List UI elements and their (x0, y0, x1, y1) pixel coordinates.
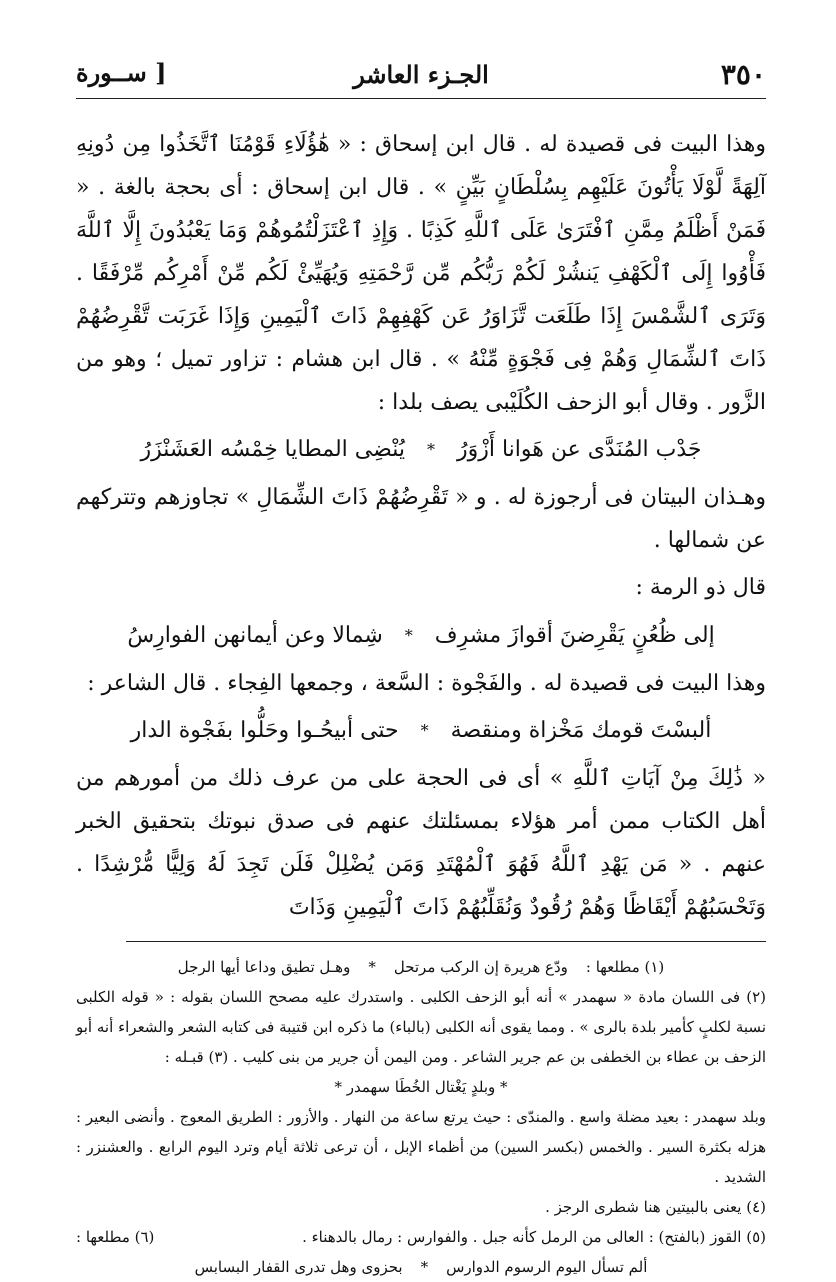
verse-3-second-hemistich: حتى أبيحُـوا وحَلُّوا بفَجْوة الدار (130, 718, 399, 743)
footnote-3-verse (76, 1072, 766, 1102)
footnote-3-glossary: وبلد سهمدر : بعيد مضلة واسع . والمندّى : حيث يرتع ساعة من النهار . والأزور : الطريق المعوج . وأنضى البعير : هزله بكثرة السير . والخمس (بكسر السين) من أظماء الإبل ، أن ترعى ثلاثة أيام وترد اليوم الرابع . والعشنزر : الشديد . (76, 1108, 766, 1186)
verse-2-first-hemistich: إلى ظُعُنٍ يَقْرِضنَ أقوازَ مشرِف (434, 623, 715, 648)
footnote-1 (76, 952, 766, 982)
paragraph-4: « ذَٰلِكَ مِنْ آيَاتِ ٱللَّهِ » أى فى الحجة على من عرف ذلك من أمورهم من أهل الكتاب ممن أمر هؤلاء بمسئلتك عنهم فى صدق نبوتك بتحقيق الخبر عنهم . « مَن يَهْدِ ٱللَّهُ فَهُوَ ٱلْمُهْتَدِ وَمَن يُضْلِلْ فَلَن تَجِدَ لَهُ وَلِيًّا مُّرْشِدًا . وَتَحْسَبُهُمْ أَيْقَاظًا وَهُمْ رُقُودٌ وَنُقَلِّبُهُمْ ذَاتَ ٱلْيَمِينِ وَذَاتَ (76, 766, 766, 920)
page-header (76, 52, 766, 99)
footnote-5-6-line (76, 1222, 766, 1252)
verse-1-first-hemistich: جَدْب المُنَدَّى عن هَوانا أَزْوَرُ (456, 437, 702, 462)
verse-1-second-hemistich: يُنْضِى المطايا خِمْسُه العَشَنْزَرُ (140, 437, 405, 462)
footnote-6-label: (٦) مطلعها : (76, 1228, 155, 1246)
paragraph-1: وهذا البيت فى قصيدة له . قال ابن إسحاق : « هَٰؤُلَاءِ قَوْمُنَا ٱتَّخَذُوا مِن دُونِهِ آلِهَةً لَّوْلَا يَأْتُونَ عَلَيْهِم بِسُلْطَانٍ بَيِّنٍ » . قال ابن إسحاق : أى بحجة بالغة . « فَمَنْ أَظْلَمُ مِمَّنِ ٱفْتَرَىٰ عَلَى ٱللَّهِ كَذِبًا . وَإِذِ ٱعْتَزَلْتُمُوهُمْ وَمَا يَعْبُدُونَ إِلَّا ٱللَّهَ فَأْوُوا إِلَى ٱلْكَهْفِ يَنشُرْ لَكُمْ رَبُّكُم مِّن رَّحْمَتِهِ وَيُهَيِّئْ لَكُم مِّنْ أَمْرِكُم مِّرْفَقًا . وَتَرَى ٱلشَّمْسَ إِذَا طَلَعَت تَّزَاوَرُ عَن كَهْفِهِمْ ذَاتَ ٱلْيَمِينِ وَإِذَا غَرَبَت تَّقْرِضُهُمْ ذَاتَ ٱلشِّمَالِ وَهُمْ فِى فَجْوَةٍ مِّنْهُ » . قال ابن هشام : تزاور تميل ؛ وهو من الزَّور . وقال أبو الزحف الكُلَيْبى يصف بلدا : (76, 132, 766, 415)
verse-2 (76, 614, 766, 658)
verse-1 (76, 428, 766, 472)
footnote-3-verse-text: * وبلدٍ يَغْتال الخُطَا سهمدر * (334, 1078, 508, 1096)
running-title: الجـزء العاشر (353, 60, 489, 89)
footnote-6-separator: * (420, 1258, 429, 1276)
footnote-1-second-hemistich: وهـل تطيق وداعا أيها الرجل (177, 958, 351, 976)
main-text (76, 123, 766, 929)
verse-3-separator: * (420, 721, 429, 740)
paragraph-3: وهذا البيت فى قصيدة له . والفَجْوة : السَّعة ، وجمعها الفِجاء . قال الشاعر : (87, 671, 766, 696)
page-number: ٣٥٠ (720, 58, 766, 91)
footnote-6-first-hemistich: ألم تسأل اليوم الرسوم الدوارس (446, 1258, 648, 1276)
footnote-1-first-hemistich: ودّع هريرة إن الركب مرتحل (393, 958, 568, 976)
footnote-divider (126, 941, 766, 942)
poet-heading: قال ذو الرمة : (635, 575, 766, 600)
paragraph-2: وهـذان البيتان فى أرجوزة له . و « تَقْرِضُهُمْ ذَاتَ الشِّمَالِ » تجاوزهم وتتركهم عن شمالها . (76, 485, 766, 553)
footnote-2: (٢) فى اللسان مادة « سهمدر » أنه أبو الزحف الكلبى . واستدرك عليه مصحح اللسان بقوله : « قوله الكلبى نسبة لكلبٍ كأمير بلدة بالرى » . ومما يقوى أنه الكلبى (بالباء) ما ذكره ابن قتيبة فى كتابه الشعر والشعراء أنه أبو الزحف بن عطاء بن الخطفى بن عم جرير الشاعر . ومن اليمن أن جرير من بنى كليب . (٣) قبـله : (76, 988, 766, 1066)
footnote-4: (٤) يعنى بالبيتين هنا شطرى الرجز . (545, 1198, 766, 1216)
footnote-6-second-hemistich: بحزوى وهل تدرى القفار البسابس (194, 1258, 403, 1276)
verse-1-separator: * (426, 440, 435, 459)
verse-2-second-hemistich: شِمالا وعن أيمانهن الفوارِسُ (127, 623, 383, 648)
verse-3 (76, 709, 766, 753)
surah-label: [ ســورة (76, 58, 167, 87)
footnote-5: (٥) القوز (بالفتح) : العالى من الرمل كأنه جبل . والفوارس : رمال بالدهناء . (302, 1228, 766, 1246)
footnote-1-label: (١) مطلعها : (585, 958, 665, 976)
verse-3-first-hemistich: ألبسْتَ قومك مَخْزاة ومنقصة (450, 718, 712, 743)
verse-2-separator: * (404, 626, 413, 645)
footnote-1-separator: * (368, 958, 376, 976)
footnotes (76, 952, 766, 1282)
